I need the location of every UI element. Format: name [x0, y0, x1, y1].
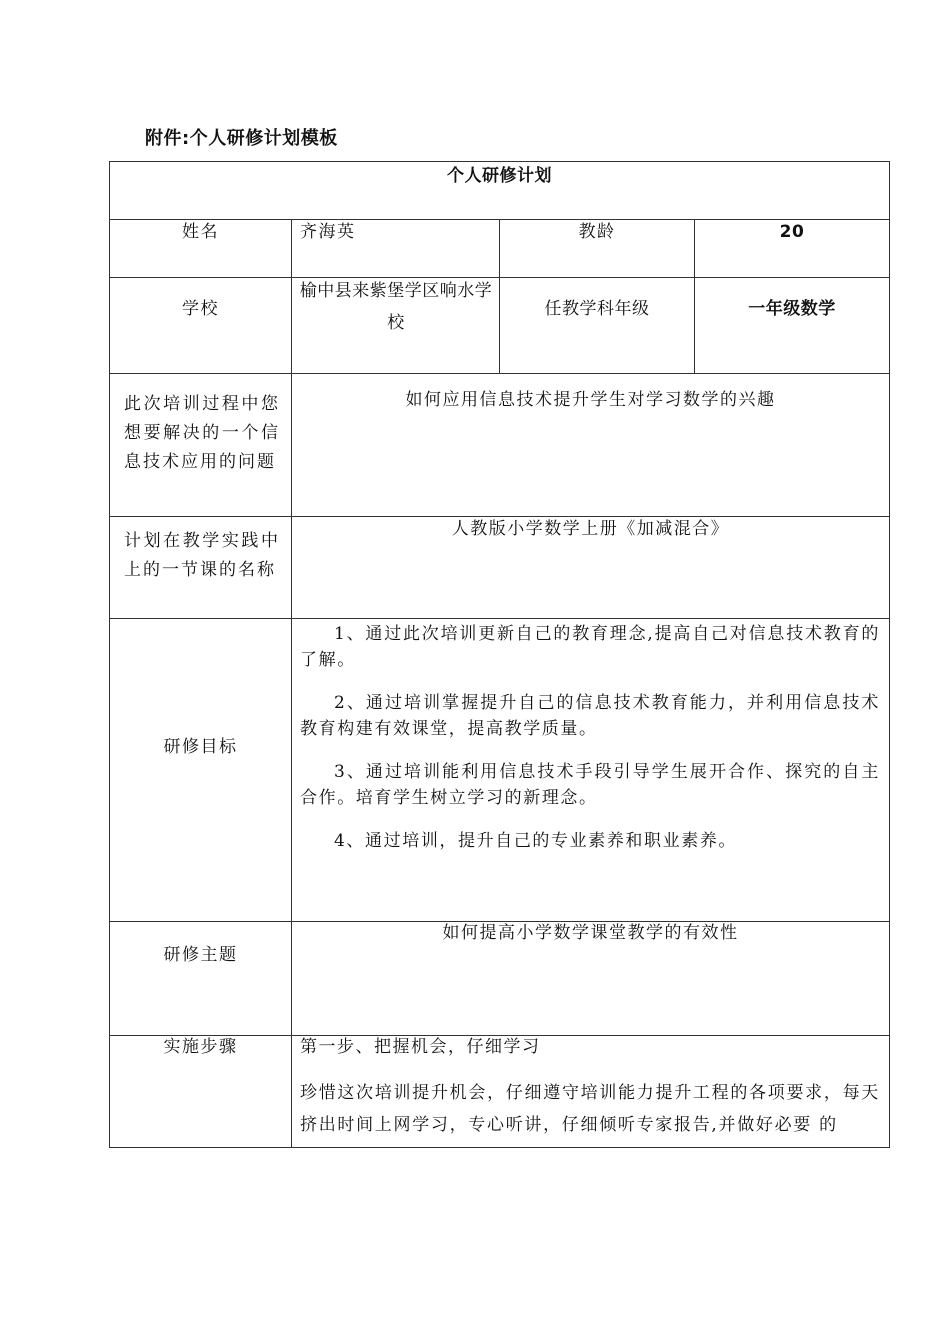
problem-label: 此次培训过程中您想要解决的一个信息技术应用的问题	[124, 394, 280, 472]
table-rule	[109, 1147, 890, 1148]
lesson-value: 人教版小学数学上册《加减混合》	[451, 519, 730, 539]
attachment-title: 附件:个人研修计划模板	[145, 128, 338, 149]
goals-list	[300, 622, 880, 855]
goal-item: 4、通过培训，提升自己的专业素养和职业素养。	[334, 831, 738, 851]
step1-text: 珍惜这次培训提升机会，仔细遵守培训能力提升工程的各项要求，每天挤出时间上网学习，专心听讲，仔细倾听专家报告,并做好必要 的	[300, 1082, 880, 1136]
step1-title: 第一步、把握机会，仔细学习	[300, 1037, 541, 1057]
table-rule	[109, 618, 890, 619]
subject-grade-label: 任教学科年级	[544, 299, 650, 319]
subject-grade-value: 一年级数学	[748, 299, 836, 319]
problem-value: 如何应用信息技术提升学生对学习数学的兴趣	[405, 390, 776, 410]
table-heading: 个人研修计划	[447, 166, 552, 186]
goals-label: 研修目标	[163, 737, 238, 757]
teaching-years-value: 20	[779, 222, 805, 242]
goal-item: 2、通过培训掌握提升自己的信息技术教育能力，并利用信息技术教育构建有效课堂，提高教学质量。	[300, 693, 880, 739]
table-rule	[291, 219, 292, 1148]
table-rule	[889, 161, 890, 1148]
teaching-years-label: 教龄	[578, 222, 616, 242]
theme-label: 研修主题	[163, 945, 238, 965]
name-label: 姓名	[182, 222, 219, 242]
goal-item: 1、通过此次培训更新自己的教育理念,提高自己对信息技术教育的了解。	[300, 624, 880, 670]
goal-item: 3、通过培训能利用信息技术手段引导学生展开合作、探究的自主合作。培育学生树立学习的新理念。	[300, 762, 880, 808]
lesson-label: 计划在教学实践中上的一节课的名称	[124, 531, 280, 580]
theme-value: 如何提高小学数学课堂教学的有效性	[442, 923, 739, 943]
steps-content	[300, 1033, 880, 1141]
name-value: 齐海英	[300, 222, 356, 242]
school-label: 学校	[182, 299, 219, 319]
steps-label: 实施步骤	[163, 1037, 238, 1057]
school-value: 榆中县来紫堡学区响水学校	[299, 281, 493, 334]
